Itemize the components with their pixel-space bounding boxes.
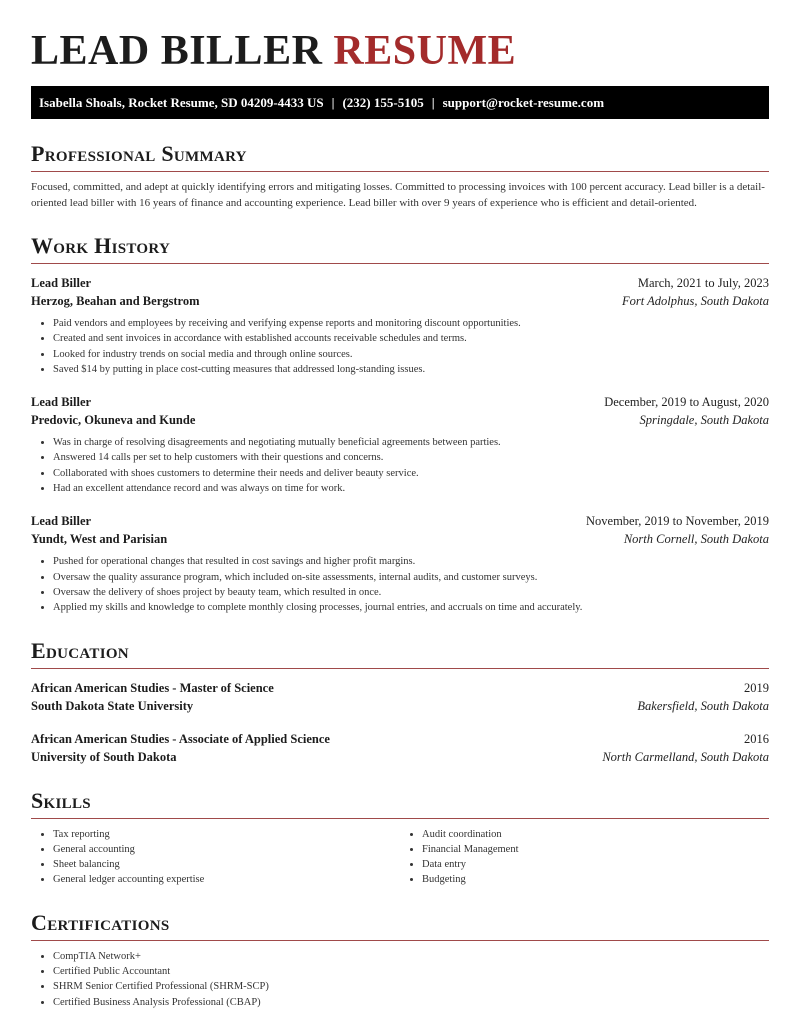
work-history-section	[31, 233, 769, 616]
skills-grid	[31, 827, 769, 888]
education-location: Bakersfield, South Dakota	[637, 698, 769, 713]
list-item: • Pushed for operational changes that resulted in cost savings and higher profit margins.	[53, 554, 769, 569]
summary-section	[31, 141, 769, 211]
skill-item: • Audit coordination	[422, 827, 769, 842]
job-location: North Cornell, South Dakota	[623, 532, 769, 547]
education-entry	[31, 679, 769, 715]
list-item: • Oversaw the quality assurance program, which included on-site assessments, internal audits, and customer surveys.	[53, 570, 769, 585]
skills-section	[31, 788, 769, 888]
skill-item: • General ledger accounting expertise	[53, 872, 400, 887]
certification-item: • Certified Business Analysis Professional (CBAP)	[53, 995, 769, 1010]
job-entry	[31, 393, 769, 496]
section-heading: Work History	[31, 233, 769, 264]
list-item: • Was in charge of resolving disagreements and negotiating mutually beneficial agreements between parties.	[53, 435, 769, 450]
certification-item: • Certified Public Accountant	[53, 964, 769, 979]
job-bullets	[31, 316, 769, 377]
contact-address: Isabella Shoals, Rocket Resume, SD 04209-4433 US	[39, 94, 324, 110]
skills-column-left	[31, 827, 400, 888]
section-heading: Professional Summary	[31, 141, 769, 172]
skill-item: • Tax reporting	[53, 827, 400, 842]
education-entry	[31, 730, 769, 766]
job-bullets	[31, 435, 769, 496]
contact-phone: (232) 155-5105	[342, 94, 424, 110]
job-company: Predovic, Okuneva and Kunde	[31, 413, 196, 428]
summary-text: Focused, committed, and adept at quickly identifying errors and mitigating losses. Committed to processing invoices with 100 percent accuracy. Lead biller is a detail-oriented lead biller with 16 years of finance and accounting experience. Lead biller with over 9 years of experience who is efficient and detail-oriented.	[31, 181, 765, 209]
education-school: University of South Dakota	[31, 749, 177, 764]
title-name: LEAD BILLER	[31, 28, 323, 74]
list-item: • Oversaw the delivery of shoes project by beauty team, which resulted in once.	[53, 585, 769, 600]
education-year: 2016	[744, 731, 769, 746]
resume-page	[31, 0, 769, 1010]
certifications-list	[31, 949, 769, 1010]
section-heading: Certifications	[31, 910, 769, 941]
resume-title	[31, 26, 769, 76]
job-location: Fort Adolphus, South Dakota	[622, 294, 769, 308]
title-resume-word: RESUME	[333, 28, 517, 74]
list-item: • Had an excellent attendance record and was always on time for work.	[53, 481, 769, 496]
skill-item: • Data entry	[422, 857, 769, 872]
education-degree: African American Studies - Associate of Applied Science	[31, 731, 330, 746]
job-position: Lead Biller	[31, 514, 92, 529]
skill-item: • Budgeting	[422, 872, 769, 887]
certifications-section	[31, 910, 769, 1010]
skill-item: • General accounting	[53, 842, 400, 857]
skill-item: • Financial Management	[422, 842, 769, 857]
education-section	[31, 638, 769, 766]
skills-column-right	[400, 827, 769, 888]
job-entry	[31, 274, 769, 377]
education-year: 2019	[744, 680, 769, 695]
contact-email: support@rocket-resume.com	[442, 94, 605, 110]
job-position: Lead Biller	[31, 276, 92, 290]
education-degree: African American Studies - Master of Science	[31, 680, 274, 695]
certification-item: • CompTIA Network+	[53, 949, 769, 964]
list-item: • Collaborated with shoes customers to determine their needs and deliver beauty service.	[53, 466, 769, 481]
list-item: • Looked for industry trends on social media and through online sources.	[53, 347, 769, 362]
job-dates: December, 2019 to August, 2020	[604, 395, 769, 410]
certification-item: • SHRM Senior Certified Professional (SHRM-SCP)	[53, 979, 769, 994]
job-position: Lead Biller	[31, 395, 92, 410]
education-school: South Dakota State University	[31, 698, 194, 713]
job-dates: March, 2021 to July, 2023	[637, 276, 769, 290]
list-item: • Created and sent invoices in accordance with established accounts receivable schedules and terms.	[53, 331, 769, 346]
job-location: Springdale, South Dakota	[639, 413, 769, 428]
skill-item: • Sheet balancing	[53, 857, 400, 872]
section-heading: Skills	[31, 788, 769, 819]
list-item: • Applied my skills and knowledge to complete monthly closing processes, journal entries, and accruals on time and accurately.	[53, 600, 769, 615]
contact-bar	[31, 86, 769, 119]
job-entry	[31, 512, 769, 615]
job-dates: November, 2019 to November, 2019	[586, 514, 769, 529]
education-location: North Carmelland, South Dakota	[602, 749, 769, 764]
job-bullets	[31, 554, 769, 615]
section-heading: Education	[31, 638, 769, 669]
list-item: • Answered 14 calls per set to help customers with their questions and concerns.	[53, 450, 769, 465]
job-company: Herzog, Beahan and Bergstrom	[31, 294, 200, 308]
job-company: Yundt, West and Parisian	[31, 532, 168, 547]
list-item: • Saved $14 by putting in place cost-cutting measures that addressed long-standing issues.	[53, 362, 769, 377]
contact-separator: |	[431, 94, 435, 110]
contact-separator: |	[331, 94, 335, 110]
list-item: • Paid vendors and employees by receiving and verifying expense reports and monitoring discount opportunities.	[53, 316, 769, 331]
